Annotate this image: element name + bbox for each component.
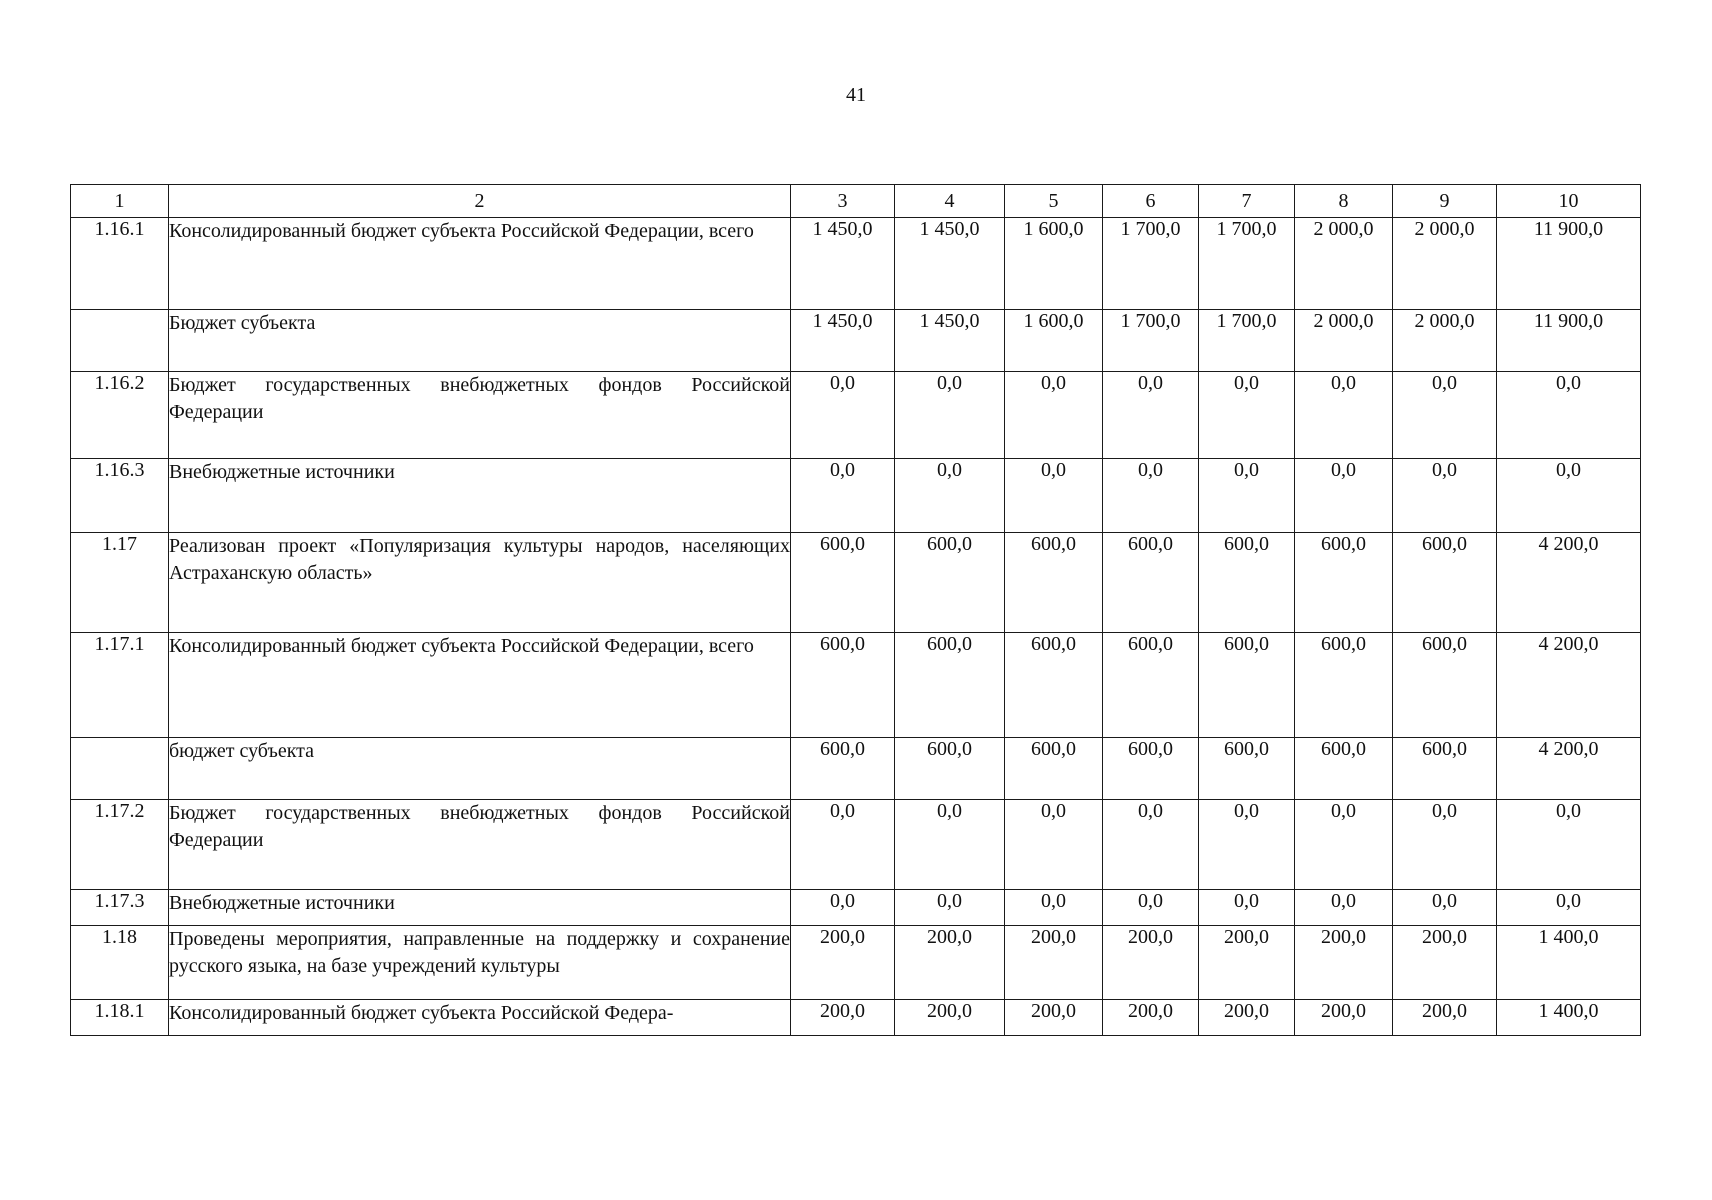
value-col-9: 0,0 <box>1393 890 1497 926</box>
row-name: Бюджет государственных внебюджетных фондов Российской Федерации <box>169 800 791 890</box>
table-row <box>71 218 1641 310</box>
table-row <box>71 890 1641 926</box>
page-number: 41 <box>846 84 866 106</box>
value-col-7: 0,0 <box>1199 372 1295 459</box>
value-col-8: 600,0 <box>1295 738 1393 800</box>
value-col-9: 2 000,0 <box>1393 218 1497 310</box>
value-col-10: 1 400,0 <box>1497 926 1641 1000</box>
value-col-5: 200,0 <box>1005 1000 1103 1036</box>
value-col-9: 600,0 <box>1393 738 1497 800</box>
column-header-8: 8 <box>1295 185 1393 218</box>
row-code <box>71 738 169 800</box>
value-col-4: 600,0 <box>895 533 1005 633</box>
row-name: бюджет субъекта <box>169 738 791 800</box>
column-header-7: 7 <box>1199 185 1295 218</box>
table-row <box>71 926 1641 1000</box>
value-col-5: 1 600,0 <box>1005 218 1103 310</box>
value-col-9: 600,0 <box>1393 533 1497 633</box>
table-row <box>71 372 1641 459</box>
value-col-5: 0,0 <box>1005 800 1103 890</box>
value-col-8: 0,0 <box>1295 372 1393 459</box>
row-name: Бюджет субъекта <box>169 310 791 372</box>
value-col-9: 2 000,0 <box>1393 310 1497 372</box>
table-row <box>71 633 1641 738</box>
row-code: 1.16.1 <box>71 218 169 310</box>
row-name: Внебюджетные источники <box>169 459 791 533</box>
row-name: Проведены мероприятия, направленные на поддержку и сохранение русского языка, на базе учреждений культуры <box>169 926 791 1000</box>
value-col-6: 200,0 <box>1103 1000 1199 1036</box>
value-col-4: 600,0 <box>895 633 1005 738</box>
value-col-4: 200,0 <box>895 1000 1005 1036</box>
value-col-6: 600,0 <box>1103 533 1199 633</box>
value-col-9: 0,0 <box>1393 372 1497 459</box>
value-col-7: 600,0 <box>1199 738 1295 800</box>
value-col-3: 600,0 <box>791 533 895 633</box>
budget-table <box>70 184 1641 1036</box>
value-col-10: 0,0 <box>1497 800 1641 890</box>
value-col-6: 0,0 <box>1103 890 1199 926</box>
row-code: 1.17.3 <box>71 890 169 926</box>
column-header-9: 9 <box>1393 185 1497 218</box>
value-col-3: 0,0 <box>791 372 895 459</box>
value-col-4: 1 450,0 <box>895 218 1005 310</box>
column-header-6: 6 <box>1103 185 1199 218</box>
value-col-4: 0,0 <box>895 800 1005 890</box>
value-col-7: 600,0 <box>1199 533 1295 633</box>
table-body <box>71 218 1641 1036</box>
value-col-10: 0,0 <box>1497 890 1641 926</box>
value-col-4: 600,0 <box>895 738 1005 800</box>
value-col-7: 0,0 <box>1199 459 1295 533</box>
row-name: Реализован проект «Популяризация культуры народов, населяющих Астраханскую область» <box>169 533 791 633</box>
row-code: 1.16.2 <box>71 372 169 459</box>
value-col-9: 0,0 <box>1393 800 1497 890</box>
value-col-8: 2 000,0 <box>1295 218 1393 310</box>
value-col-8: 2 000,0 <box>1295 310 1393 372</box>
row-code: 1.17.2 <box>71 800 169 890</box>
row-code: 1.18 <box>71 926 169 1000</box>
row-code: 1.17.1 <box>71 633 169 738</box>
value-col-5: 600,0 <box>1005 533 1103 633</box>
value-col-3: 600,0 <box>791 633 895 738</box>
value-col-4: 0,0 <box>895 372 1005 459</box>
row-code: 1.17 <box>71 533 169 633</box>
value-col-5: 0,0 <box>1005 459 1103 533</box>
table-row <box>71 800 1641 890</box>
table-row <box>71 533 1641 633</box>
value-col-5: 600,0 <box>1005 738 1103 800</box>
value-col-7: 0,0 <box>1199 890 1295 926</box>
value-col-7: 200,0 <box>1199 926 1295 1000</box>
value-col-5: 0,0 <box>1005 890 1103 926</box>
row-name: Бюджет государственных внебюджетных фондов Российской Федерации <box>169 372 791 459</box>
value-col-3: 1 450,0 <box>791 218 895 310</box>
row-code <box>71 310 169 372</box>
row-name: Консолидированный бюджет субъекта Российской Федерации, всего <box>169 633 791 738</box>
table-header-row <box>71 185 1641 218</box>
value-col-8: 600,0 <box>1295 633 1393 738</box>
value-col-3: 200,0 <box>791 926 895 1000</box>
value-col-8: 0,0 <box>1295 459 1393 533</box>
value-col-4: 200,0 <box>895 926 1005 1000</box>
value-col-3: 1 450,0 <box>791 310 895 372</box>
value-col-5: 200,0 <box>1005 926 1103 1000</box>
row-code: 1.18.1 <box>71 1000 169 1036</box>
value-col-7: 200,0 <box>1199 1000 1295 1036</box>
row-code: 1.16.3 <box>71 459 169 533</box>
column-header-10: 10 <box>1497 185 1641 218</box>
value-col-7: 1 700,0 <box>1199 218 1295 310</box>
value-col-8: 200,0 <box>1295 1000 1393 1036</box>
value-col-6: 600,0 <box>1103 633 1199 738</box>
value-col-3: 0,0 <box>791 459 895 533</box>
value-col-10: 11 900,0 <box>1497 218 1641 310</box>
value-col-10: 0,0 <box>1497 372 1641 459</box>
value-col-9: 0,0 <box>1393 459 1497 533</box>
value-col-6: 0,0 <box>1103 800 1199 890</box>
value-col-10: 0,0 <box>1497 459 1641 533</box>
value-col-3: 600,0 <box>791 738 895 800</box>
column-header-3: 3 <box>791 185 895 218</box>
value-col-3: 0,0 <box>791 800 895 890</box>
value-col-6: 1 700,0 <box>1103 218 1199 310</box>
value-col-5: 1 600,0 <box>1005 310 1103 372</box>
value-col-6: 0,0 <box>1103 459 1199 533</box>
table-row <box>71 459 1641 533</box>
value-col-4: 0,0 <box>895 890 1005 926</box>
row-name: Внебюджетные источники <box>169 890 791 926</box>
value-col-8: 0,0 <box>1295 890 1393 926</box>
row-name: Консолидированный бюджет субъекта Российской Федерации, всего <box>169 218 791 310</box>
value-col-4: 0,0 <box>895 459 1005 533</box>
table-row <box>71 738 1641 800</box>
value-col-6: 200,0 <box>1103 926 1199 1000</box>
value-col-10: 4 200,0 <box>1497 533 1641 633</box>
value-col-4: 1 450,0 <box>895 310 1005 372</box>
value-col-8: 600,0 <box>1295 533 1393 633</box>
value-col-9: 600,0 <box>1393 633 1497 738</box>
value-col-7: 600,0 <box>1199 633 1295 738</box>
column-header-2: 2 <box>169 185 791 218</box>
row-name: Консолидированный бюджет субъекта Российской Федера- <box>169 1000 791 1036</box>
value-col-5: 600,0 <box>1005 633 1103 738</box>
column-header-5: 5 <box>1005 185 1103 218</box>
value-col-9: 200,0 <box>1393 926 1497 1000</box>
value-col-10: 4 200,0 <box>1497 633 1641 738</box>
value-col-10: 1 400,0 <box>1497 1000 1641 1036</box>
value-col-8: 200,0 <box>1295 926 1393 1000</box>
value-col-7: 1 700,0 <box>1199 310 1295 372</box>
table-row <box>71 310 1641 372</box>
value-col-3: 0,0 <box>791 890 895 926</box>
column-header-4: 4 <box>895 185 1005 218</box>
value-col-3: 200,0 <box>791 1000 895 1036</box>
value-col-10: 11 900,0 <box>1497 310 1641 372</box>
value-col-6: 600,0 <box>1103 738 1199 800</box>
value-col-7: 0,0 <box>1199 800 1295 890</box>
table-row <box>71 1000 1641 1036</box>
value-col-6: 1 700,0 <box>1103 310 1199 372</box>
value-col-6: 0,0 <box>1103 372 1199 459</box>
value-col-8: 0,0 <box>1295 800 1393 890</box>
value-col-5: 0,0 <box>1005 372 1103 459</box>
column-header-1: 1 <box>71 185 169 218</box>
value-col-9: 200,0 <box>1393 1000 1497 1036</box>
value-col-10: 4 200,0 <box>1497 738 1641 800</box>
